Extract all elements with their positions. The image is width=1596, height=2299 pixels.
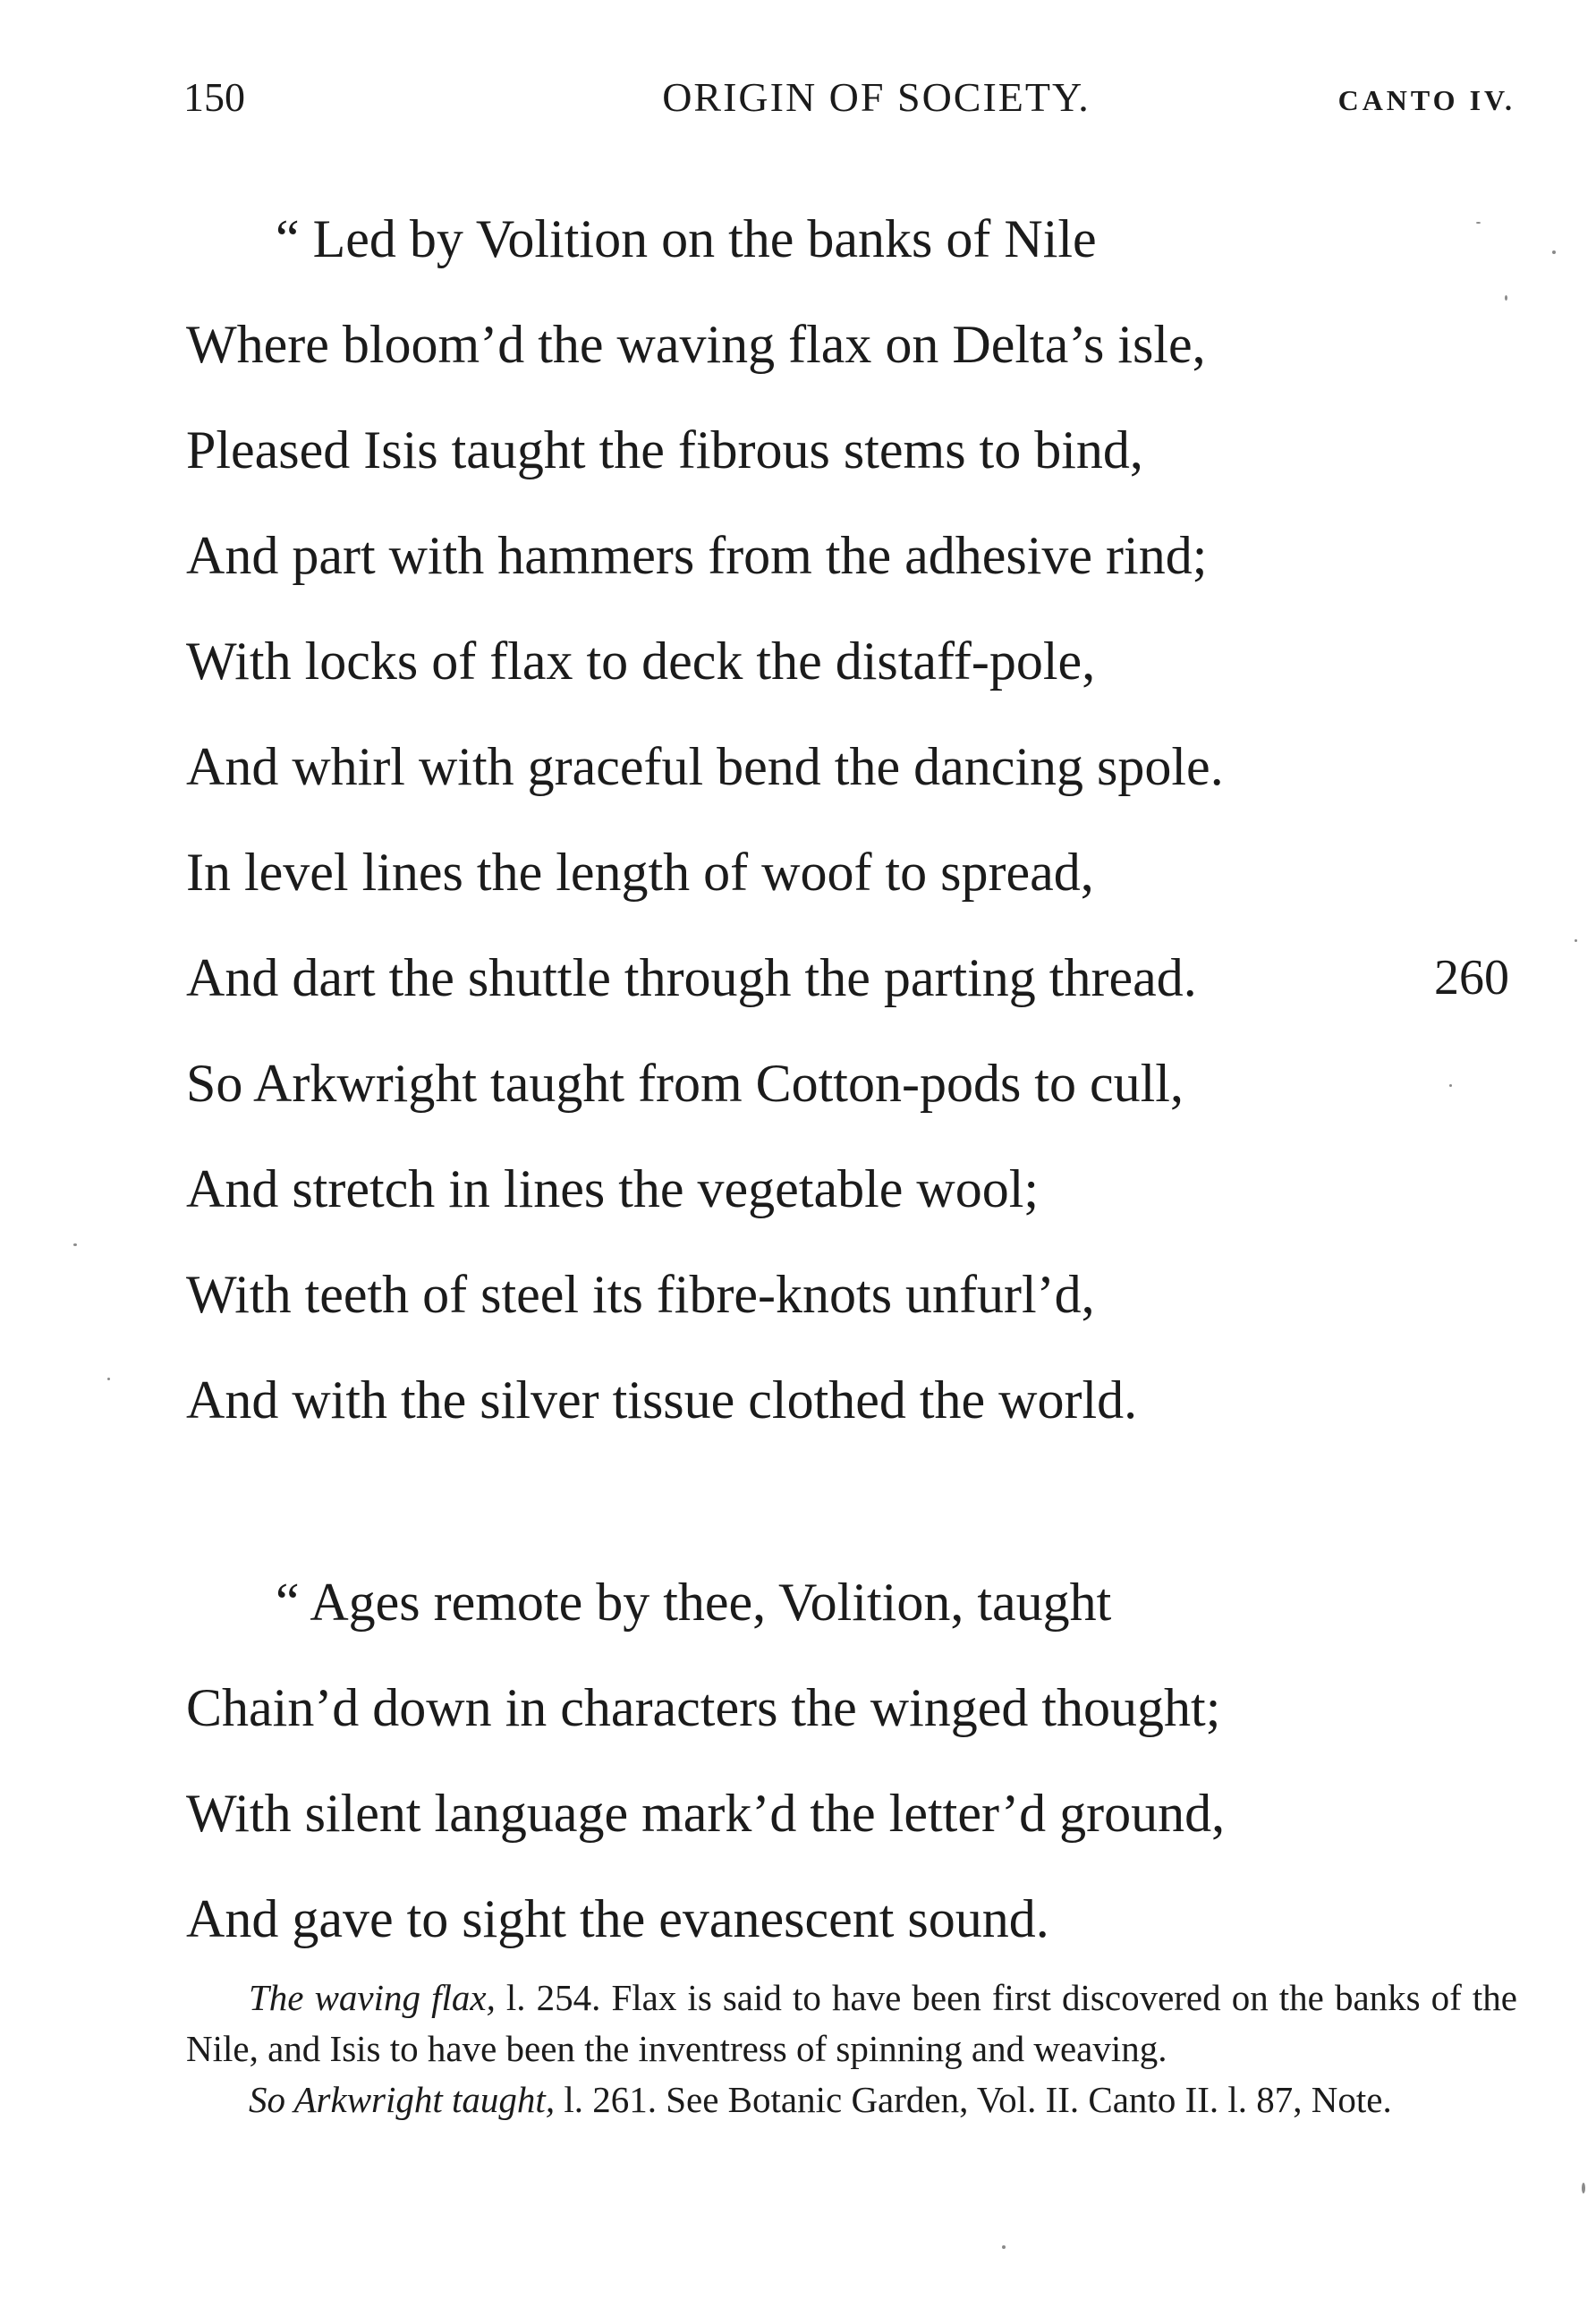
verse-line: “ Ages remote by thee, Volition, taught: [276, 1573, 1112, 1632]
verse-line: With teeth of steel its fibre-knots unfurl’d,: [186, 1265, 1095, 1324]
footnotes: [186, 1972, 1517, 2125]
line-number: 260: [1434, 950, 1509, 1005]
verse-line: And with the silver tissue clothed the world.: [186, 1370, 1138, 1429]
footnote-reference: The waving flax,: [249, 1977, 496, 2018]
footnote: [186, 1972, 1517, 2074]
verse-line: And gave to sight the evanescent sound.: [186, 1889, 1049, 1948]
verse-line: Pleased Isis taught the fibrous stems to bind,: [186, 420, 1143, 479]
verse-line: With silent language mark’d the letter’d ground,: [186, 1784, 1226, 1843]
verse-line: “ Led by Volition on the banks of Nile: [276, 209, 1097, 268]
verse-line: In level lines the length of woof to spread,: [186, 843, 1094, 902]
verse-line: And whirl with graceful bend the dancing spole.: [186, 737, 1224, 796]
verse-line: Where bloom’d the waving flax on Delta’s isle,: [186, 315, 1206, 374]
paper-speck: [107, 1378, 110, 1380]
footnote-text: l. 254. Flax is said to have been first discovered on the banks of the Nile, and Isis to have been the inventress of spinning and weaving.: [186, 1977, 1517, 2069]
verse-line: Chain’d down in characters the winged thought;: [186, 1678, 1221, 1737]
stanza-2: [186, 1549, 1439, 1972]
paper-speck: [1582, 2183, 1585, 2193]
running-header: [183, 73, 1515, 127]
paper-speck: [1505, 295, 1507, 301]
running-title: ORIGIN OF SOCIETY.: [662, 74, 1091, 120]
paper-speck: [1449, 1084, 1452, 1087]
verse-line: And dart the shuttle through the parting thread. 260: [186, 925, 1439, 1031]
paper-speck: [1476, 222, 1481, 224]
verse-line: So Arkwright taught from Cotton-pods to cull,: [186, 1054, 1184, 1113]
paper-speck: [1552, 250, 1556, 254]
stanza-1: [186, 186, 1509, 1453]
paper-speck: [1575, 939, 1577, 942]
verse-line: With locks of flax to deck the distaff-pole,: [186, 632, 1096, 691]
verse-line: And part with hammers from the adhesive rind;: [186, 526, 1208, 585]
paper-speck: [1002, 2245, 1006, 2249]
footnote: [186, 2074, 1517, 2125]
page-number: 150: [183, 74, 245, 120]
footnote-text: l. 261. See Botanic Garden, Vol. II. Canto II. l. 87, Note.: [555, 2079, 1392, 2120]
footnote-reference: So Arkwright taught,: [249, 2079, 556, 2120]
paper-speck: [73, 1243, 77, 1246]
canto-label: CANTO IV.: [1337, 84, 1515, 116]
verse-line: And stretch in lines the vegetable wool;: [186, 1159, 1040, 1218]
